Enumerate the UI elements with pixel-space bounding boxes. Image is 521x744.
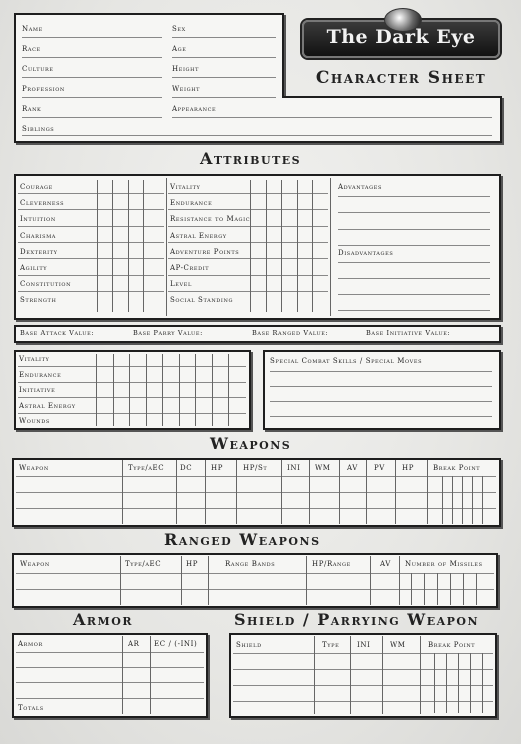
- armor-row-line: [16, 652, 204, 653]
- weapons-col-line: [339, 460, 340, 524]
- attr-row-line: [168, 193, 328, 194]
- weapons-col-line: [122, 460, 123, 524]
- break-point-box: [462, 476, 463, 524]
- missile-box: [450, 573, 451, 605]
- attr-box-line: [266, 180, 267, 312]
- shield-col-0: Shield: [236, 641, 262, 649]
- armor-col-1: AR: [128, 640, 140, 648]
- adv-line: [338, 310, 490, 311]
- attr-constitution: Constitution: [20, 280, 72, 288]
- attr-charisma: Charisma: [20, 232, 57, 240]
- missile-box: [476, 573, 477, 605]
- status-wounds: Wounds: [19, 417, 50, 425]
- status-box-line: [96, 354, 97, 426]
- weapons-col-3: HP: [211, 464, 224, 472]
- attr-courage: Courage: [20, 183, 53, 191]
- field-label-culture: Culture: [22, 65, 54, 73]
- break-point-box: [470, 653, 471, 713]
- ranged-weapons-heading: Ranged Weapons: [164, 530, 321, 549]
- missile-box: [463, 573, 464, 605]
- attr-box-line: [143, 180, 144, 312]
- shield-col-2: INI: [357, 641, 371, 649]
- armor-row-line: [16, 682, 204, 683]
- ranged-col-line: [208, 556, 209, 605]
- attr-endurance: Endurance: [170, 199, 213, 207]
- adv-line: [338, 294, 490, 295]
- weapons-col-line: [176, 460, 177, 524]
- ranged-row-line: [16, 589, 494, 590]
- base-attack-label: Base Attack Value:: [20, 329, 95, 337]
- ranged-row-line: [16, 573, 494, 574]
- weapons-col-10: Break Point: [433, 464, 481, 472]
- armor-col-line: [122, 636, 123, 714]
- field-label-age: Age: [172, 45, 187, 53]
- armor-col-2: EC / (-INI): [154, 640, 198, 648]
- status-box-line: [146, 354, 147, 426]
- weapons-col-8: PV: [374, 464, 385, 472]
- attr-adventure-points: Adventure Points: [170, 248, 240, 256]
- adv-line: [338, 245, 490, 246]
- personal-info-box: [14, 13, 284, 143]
- shield-col-line: [350, 636, 351, 714]
- weapons-col-line: [395, 460, 396, 524]
- weapons-col-4: HP/St: [243, 464, 268, 472]
- attr-box-line: [97, 180, 98, 312]
- attr-box-line: [250, 180, 251, 312]
- base-parry-label: Base Parry Value:: [133, 329, 203, 337]
- weapons-col-6: WM: [315, 464, 331, 472]
- status-endurance: Endurance: [19, 371, 62, 379]
- armor-col-0: Armor: [18, 640, 43, 648]
- break-point-box: [434, 653, 435, 713]
- shield-col-3: WM: [390, 641, 406, 649]
- break-point-box: [472, 476, 473, 524]
- weapons-row-line: [16, 508, 496, 509]
- attr-box-line: [281, 180, 282, 312]
- attr-row-line: [168, 291, 328, 292]
- ranged-col-6: Number of Missiles: [405, 560, 483, 568]
- weapons-col-line: [427, 460, 428, 524]
- weapons-col-2: DC: [180, 464, 193, 472]
- ranged-col-line: [370, 556, 371, 605]
- ranged-col-5: AV: [380, 560, 391, 568]
- break-point-box: [446, 653, 447, 713]
- weapons-heading: Weapons: [210, 434, 292, 453]
- shield-row-line: [233, 701, 493, 702]
- ranged-col-1: Type/aEC: [125, 560, 162, 568]
- field-label-profession: Profession: [22, 85, 65, 93]
- ranged-col-line: [306, 556, 307, 605]
- ranged-col-line: [181, 556, 182, 605]
- status-vitality: Vitality: [19, 355, 50, 363]
- status-box-line: [129, 354, 130, 426]
- field-label-height: Height: [172, 65, 200, 73]
- adv-line: [338, 262, 490, 263]
- ranged-col-line: [399, 556, 400, 605]
- weapons-row-line: [16, 476, 496, 477]
- attr-resistance-to-magic: Resistance to Magic: [170, 215, 251, 223]
- field-label-appearance: Appearance: [172, 105, 217, 113]
- attr-box-line: [112, 180, 113, 312]
- break-point-box: [482, 476, 483, 524]
- attr-box-line: [312, 180, 313, 312]
- status-box-line: [113, 354, 114, 426]
- base-initiative-label: Base Initiative Value:: [366, 329, 451, 337]
- attr-divider: [166, 178, 167, 316]
- special-combat-label: Special Combat Skills / Special Moves: [270, 357, 423, 365]
- attr-box-line: [297, 180, 298, 312]
- weapons-col-1: Type/aEC: [128, 464, 165, 472]
- break-point-box: [442, 476, 443, 524]
- ranged-col-2: HP: [186, 560, 199, 568]
- attr-row-line: [168, 258, 328, 259]
- field-label-sex: Sex: [172, 25, 186, 33]
- shield-col-4: Break Point: [428, 641, 476, 649]
- armor-totals-label: Totals: [18, 704, 44, 712]
- field-label-name: Name: [22, 25, 43, 33]
- field-label-race: Race: [22, 45, 41, 53]
- attr-agility: Agility: [20, 264, 48, 272]
- ranged-col-0: Weapon: [20, 560, 50, 568]
- ranged-col-line: [120, 556, 121, 605]
- weapons-col-line: [236, 460, 237, 524]
- status-astral-energy: Astral Energy: [19, 402, 76, 410]
- attr-divider: [330, 178, 331, 316]
- weapons-col-7: AV: [347, 464, 358, 472]
- shield-row-line: [233, 653, 493, 654]
- weapons-row-line: [16, 492, 496, 493]
- break-point-box: [452, 476, 453, 524]
- ranged-col-3: Range Bands: [225, 560, 276, 568]
- armor-col-line: [150, 636, 151, 714]
- weapons-col-line: [281, 460, 282, 524]
- missile-box: [411, 573, 412, 605]
- armor-heading: Armor: [73, 610, 133, 629]
- adv-line: [338, 196, 490, 197]
- attr-row-line: [168, 209, 328, 210]
- attr-level: Level: [170, 280, 192, 288]
- status-box-line: [179, 354, 180, 426]
- shield-col-line: [420, 636, 421, 714]
- attr-box-line: [128, 180, 129, 312]
- attr-cleverness: Cleverness: [20, 199, 65, 207]
- weapons-col-5: INI: [287, 464, 301, 472]
- weapons-col-9: HP: [402, 464, 415, 472]
- shield-row-line: [233, 669, 493, 670]
- attr-vitality: Vitality: [170, 183, 201, 191]
- missile-box: [424, 573, 425, 605]
- attr-social-standing: Social Standing: [170, 296, 234, 304]
- break-point-box: [458, 653, 459, 713]
- attr-ap-credit: AP-Credit: [170, 264, 210, 272]
- shield-col-1: Type: [322, 641, 340, 649]
- adv-line: [338, 278, 490, 279]
- advantages-label: Advantages: [338, 183, 382, 191]
- shield-heading: Shield / Parrying Weapon: [234, 610, 480, 629]
- armor-row-line: [16, 667, 204, 668]
- status-box-line: [162, 354, 163, 426]
- attributes-heading: Attributes: [200, 149, 302, 168]
- attr-row-line: [168, 242, 328, 243]
- attr-row-line: [168, 275, 328, 276]
- weapons-col-line: [366, 460, 367, 524]
- attr-dexterity: Dexterity: [20, 248, 58, 256]
- field-label-rank: Rank: [22, 105, 42, 113]
- attr-astral-energy: Astral Energy: [170, 232, 227, 240]
- status-box-line: [228, 354, 229, 426]
- shield-row-line: [233, 685, 493, 686]
- shield-col-line: [382, 636, 383, 714]
- attr-row-line: [168, 226, 328, 227]
- field-label-weight: Weight: [172, 85, 201, 93]
- break-point-box: [482, 653, 483, 713]
- sheet-title: Character Sheet: [315, 68, 487, 88]
- field-label-siblings: Siblings: [22, 125, 55, 133]
- shield-col-line: [314, 636, 315, 714]
- adv-line: [338, 212, 490, 213]
- weapons-col-line: [309, 460, 310, 524]
- status-box-line: [212, 354, 213, 426]
- status-box-line: [195, 354, 196, 426]
- weapons-col-line: [205, 460, 206, 524]
- disadvantages-label: Disadvantages: [338, 249, 394, 257]
- logo-title: The Dark Eye: [326, 26, 476, 48]
- armor-row-line: [16, 698, 204, 699]
- weapons-col-0: Weapon: [19, 464, 49, 472]
- attr-intuition: Intuition: [20, 215, 56, 223]
- base-ranged-label: Base Ranged Value:: [252, 329, 329, 337]
- attr-strength: Strength: [20, 296, 57, 304]
- adv-line: [338, 229, 490, 230]
- missile-box: [437, 573, 438, 605]
- status-initiative: Initiative: [19, 386, 56, 394]
- ranged-col-4: HP/Range: [312, 560, 351, 568]
